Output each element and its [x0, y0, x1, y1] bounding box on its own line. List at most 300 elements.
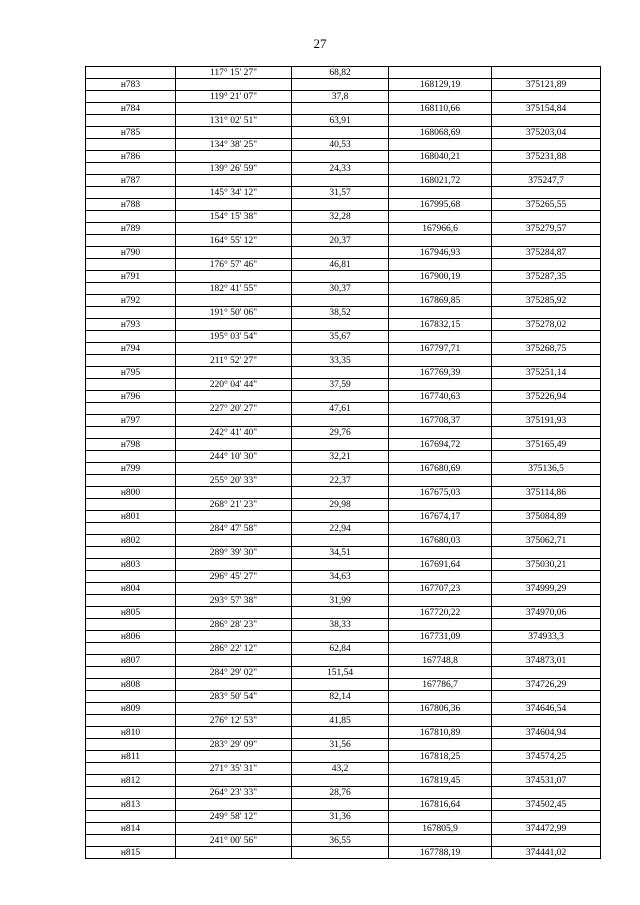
- angle-cell: [176, 319, 292, 331]
- y-cell: [492, 571, 601, 583]
- length-cell: [292, 655, 389, 667]
- x-cell: [389, 643, 492, 655]
- length-cell: 32,28: [292, 211, 389, 223]
- point-name-cell: н784: [86, 103, 176, 115]
- point-name-cell: [86, 739, 176, 751]
- angle-cell: [176, 583, 292, 595]
- y-cell: [492, 619, 601, 631]
- angle-cell: 241° 00' 56": [176, 835, 292, 847]
- x-cell: [389, 619, 492, 631]
- length-cell: [292, 679, 389, 691]
- point-name-cell: н791: [86, 271, 176, 283]
- y-cell: [492, 787, 601, 799]
- point-name-cell: [86, 259, 176, 271]
- x-cell: [389, 235, 492, 247]
- y-cell: [492, 715, 601, 727]
- point-name-cell: н814: [86, 823, 176, 835]
- y-cell: [492, 811, 601, 823]
- length-cell: 29,76: [292, 427, 389, 439]
- x-cell: 167797,71: [389, 343, 492, 355]
- segment-row: [86, 835, 601, 847]
- angle-cell: 268° 21' 23": [176, 499, 292, 511]
- length-cell: [292, 535, 389, 547]
- y-cell: [492, 403, 601, 415]
- angle-cell: [176, 607, 292, 619]
- y-cell: [492, 235, 601, 247]
- y-cell: 375284,87: [492, 247, 601, 259]
- length-cell: 82,14: [292, 691, 389, 703]
- angle-cell: 134° 38' 25": [176, 139, 292, 151]
- point-name-cell: н792: [86, 295, 176, 307]
- angle-cell: 220° 04' 44": [176, 379, 292, 391]
- length-cell: 43,2: [292, 763, 389, 775]
- segment-row: [86, 739, 601, 751]
- y-cell: 375154,84: [492, 103, 601, 115]
- point-row: [86, 199, 601, 211]
- point-name-cell: н790: [86, 247, 176, 259]
- length-cell: [292, 775, 389, 787]
- x-cell: 167720,22: [389, 607, 492, 619]
- segment-row: [86, 379, 601, 391]
- point-name-cell: н811: [86, 751, 176, 763]
- angle-cell: [176, 151, 292, 163]
- x-cell: [389, 355, 492, 367]
- x-cell: 167946,93: [389, 247, 492, 259]
- angle-cell: [176, 463, 292, 475]
- y-cell: [492, 283, 601, 295]
- angle-cell: [176, 295, 292, 307]
- x-cell: [389, 523, 492, 535]
- y-cell: [492, 355, 601, 367]
- length-cell: [292, 247, 389, 259]
- point-name-cell: н800: [86, 487, 176, 499]
- angle-cell: 242° 41' 40": [176, 427, 292, 439]
- x-cell: 167966,6: [389, 223, 492, 235]
- segment-row: [86, 547, 601, 559]
- point-name-cell: н799: [86, 463, 176, 475]
- x-cell: 168068,69: [389, 127, 492, 139]
- segment-row: [86, 595, 601, 607]
- point-row: [86, 727, 601, 739]
- x-cell: [389, 571, 492, 583]
- length-cell: 68,82: [292, 67, 389, 79]
- length-cell: [292, 727, 389, 739]
- point-row: [86, 607, 601, 619]
- angle-cell: [176, 343, 292, 355]
- point-name-cell: н805: [86, 607, 176, 619]
- y-cell: [492, 595, 601, 607]
- angle-cell: 271° 35' 31": [176, 763, 292, 775]
- x-cell: 167900,19: [389, 271, 492, 283]
- angle-cell: [176, 223, 292, 235]
- angle-cell: [176, 535, 292, 547]
- length-cell: [292, 511, 389, 523]
- angle-cell: [176, 79, 292, 91]
- angle-cell: [176, 703, 292, 715]
- angle-cell: [176, 271, 292, 283]
- segment-row: [86, 811, 601, 823]
- length-cell: [292, 127, 389, 139]
- angle-cell: 117° 15' 27": [176, 67, 292, 79]
- segment-row: [86, 619, 601, 631]
- x-cell: 168129,19: [389, 79, 492, 91]
- segment-row: [86, 187, 601, 199]
- point-name-cell: [86, 235, 176, 247]
- segment-row: [86, 115, 601, 127]
- y-cell: 375278,02: [492, 319, 601, 331]
- point-name-cell: н785: [86, 127, 176, 139]
- point-name-cell: н809: [86, 703, 176, 715]
- y-cell: 375279,57: [492, 223, 601, 235]
- point-row: [86, 415, 601, 427]
- point-name-cell: н796: [86, 391, 176, 403]
- angle-cell: [176, 799, 292, 811]
- x-cell: [389, 163, 492, 175]
- y-cell: 375287,35: [492, 271, 601, 283]
- y-cell: 375121,89: [492, 79, 601, 91]
- point-row: [86, 847, 601, 859]
- angle-cell: [176, 127, 292, 139]
- angle-cell: [176, 775, 292, 787]
- x-cell: 167806,36: [389, 703, 492, 715]
- point-name-cell: [86, 163, 176, 175]
- length-cell: 33,35: [292, 355, 389, 367]
- x-cell: [389, 67, 492, 79]
- point-name-cell: н801: [86, 511, 176, 523]
- point-name-cell: н788: [86, 199, 176, 211]
- segment-row: [86, 667, 601, 679]
- point-name-cell: н802: [86, 535, 176, 547]
- x-cell: [389, 451, 492, 463]
- y-cell: 374999,29: [492, 583, 601, 595]
- length-cell: [292, 79, 389, 91]
- point-name-cell: [86, 475, 176, 487]
- point-name-cell: [86, 355, 176, 367]
- x-cell: [389, 115, 492, 127]
- point-name-cell: н783: [86, 79, 176, 91]
- length-cell: [292, 295, 389, 307]
- x-cell: [389, 427, 492, 439]
- y-cell: 375265,55: [492, 199, 601, 211]
- point-name-cell: [86, 643, 176, 655]
- length-cell: 30,37: [292, 283, 389, 295]
- length-cell: 28,76: [292, 787, 389, 799]
- x-cell: 167707,23: [389, 583, 492, 595]
- x-cell: 167788,19: [389, 847, 492, 859]
- point-name-cell: н793: [86, 319, 176, 331]
- length-cell: 22,94: [292, 523, 389, 535]
- y-cell: 374646,54: [492, 703, 601, 715]
- point-row: [86, 487, 601, 499]
- y-cell: [492, 691, 601, 703]
- x-cell: [389, 307, 492, 319]
- angle-cell: [176, 367, 292, 379]
- length-cell: 151,54: [292, 667, 389, 679]
- y-cell: 375062,71: [492, 535, 601, 547]
- y-cell: [492, 91, 601, 103]
- y-cell: 374574,25: [492, 751, 601, 763]
- x-cell: [389, 139, 492, 151]
- angle-cell: 227° 20' 27": [176, 403, 292, 415]
- segment-row: [86, 787, 601, 799]
- x-cell: 167810,89: [389, 727, 492, 739]
- segment-row: [86, 571, 601, 583]
- angle-cell: [176, 415, 292, 427]
- y-cell: [492, 739, 601, 751]
- x-cell: [389, 403, 492, 415]
- length-cell: [292, 367, 389, 379]
- segment-row: [86, 475, 601, 487]
- point-name-cell: [86, 595, 176, 607]
- point-name-cell: н786: [86, 151, 176, 163]
- x-cell: [389, 811, 492, 823]
- length-cell: [292, 415, 389, 427]
- x-cell: [389, 211, 492, 223]
- x-cell: [389, 475, 492, 487]
- length-cell: 20,37: [292, 235, 389, 247]
- length-cell: [292, 151, 389, 163]
- point-name-cell: н787: [86, 175, 176, 187]
- y-cell: [492, 211, 601, 223]
- y-cell: 374531,07: [492, 775, 601, 787]
- point-name-cell: [86, 67, 176, 79]
- angle-cell: 283° 29' 09": [176, 739, 292, 751]
- point-row: [86, 775, 601, 787]
- segment-row: [86, 259, 601, 271]
- length-cell: 40,53: [292, 139, 389, 151]
- point-name-cell: [86, 571, 176, 583]
- length-cell: [292, 823, 389, 835]
- segment-row: [86, 523, 601, 535]
- point-name-cell: [86, 115, 176, 127]
- length-cell: [292, 631, 389, 643]
- length-cell: 32,21: [292, 451, 389, 463]
- segment-row: [86, 235, 601, 247]
- length-cell: [292, 391, 389, 403]
- point-row: [86, 559, 601, 571]
- point-name-cell: [86, 91, 176, 103]
- length-cell: [292, 703, 389, 715]
- segment-row: [86, 163, 601, 175]
- y-cell: 374726,29: [492, 679, 601, 691]
- segment-row: [86, 91, 601, 103]
- point-name-cell: н795: [86, 367, 176, 379]
- length-cell: [292, 607, 389, 619]
- y-cell: 375203,04: [492, 127, 601, 139]
- point-row: [86, 799, 601, 811]
- x-cell: [389, 787, 492, 799]
- segment-row: [86, 283, 601, 295]
- angle-cell: 176° 57' 46": [176, 259, 292, 271]
- angle-cell: [176, 823, 292, 835]
- angle-cell: [176, 847, 292, 859]
- point-row: [86, 319, 601, 331]
- angle-cell: [176, 679, 292, 691]
- x-cell: 167691,64: [389, 559, 492, 571]
- x-cell: 168021,72: [389, 175, 492, 187]
- angle-cell: [176, 559, 292, 571]
- x-cell: [389, 595, 492, 607]
- x-cell: [389, 547, 492, 559]
- point-name-cell: [86, 667, 176, 679]
- y-cell: 375268,75: [492, 343, 601, 355]
- y-cell: 375231,88: [492, 151, 601, 163]
- x-cell: 167869,85: [389, 295, 492, 307]
- y-cell: 375165,49: [492, 439, 601, 451]
- y-cell: [492, 115, 601, 127]
- angle-cell: 264° 23' 33": [176, 787, 292, 799]
- segment-row: [86, 403, 601, 415]
- point-name-cell: н804: [86, 583, 176, 595]
- length-cell: [292, 751, 389, 763]
- y-cell: 375084,89: [492, 511, 601, 523]
- length-cell: [292, 559, 389, 571]
- point-name-cell: [86, 547, 176, 559]
- segment-row: [86, 307, 601, 319]
- length-cell: 46,81: [292, 259, 389, 271]
- x-cell: 167748,8: [389, 655, 492, 667]
- x-cell: 168040,21: [389, 151, 492, 163]
- segment-row: [86, 451, 601, 463]
- length-cell: 37,8: [292, 91, 389, 103]
- y-cell: [492, 427, 601, 439]
- point-row: [86, 343, 601, 355]
- angle-cell: [176, 391, 292, 403]
- segment-row: [86, 355, 601, 367]
- x-cell: 167731,09: [389, 631, 492, 643]
- point-name-cell: н810: [86, 727, 176, 739]
- point-name-cell: н812: [86, 775, 176, 787]
- angle-cell: 131° 02' 51": [176, 115, 292, 127]
- length-cell: 31,99: [292, 595, 389, 607]
- y-cell: [492, 763, 601, 775]
- x-cell: [389, 187, 492, 199]
- segment-row: [86, 715, 601, 727]
- length-cell: 31,36: [292, 811, 389, 823]
- length-cell: 35,67: [292, 331, 389, 343]
- x-cell: [389, 739, 492, 751]
- length-cell: [292, 103, 389, 115]
- x-cell: [389, 499, 492, 511]
- point-name-cell: [86, 283, 176, 295]
- y-cell: [492, 139, 601, 151]
- point-name-cell: н815: [86, 847, 176, 859]
- point-name-cell: [86, 139, 176, 151]
- y-cell: [492, 643, 601, 655]
- y-cell: 375030,21: [492, 559, 601, 571]
- angle-cell: 119° 21' 07": [176, 91, 292, 103]
- x-cell: 167674,17: [389, 511, 492, 523]
- point-name-cell: [86, 451, 176, 463]
- y-cell: 374970,06: [492, 607, 601, 619]
- length-cell: [292, 487, 389, 499]
- point-row: [86, 175, 601, 187]
- point-row: [86, 535, 601, 547]
- point-row: [86, 583, 601, 595]
- point-row: [86, 655, 601, 667]
- length-cell: 37,59: [292, 379, 389, 391]
- length-cell: [292, 223, 389, 235]
- y-cell: 375247,7: [492, 175, 601, 187]
- angle-cell: 139° 26' 59": [176, 163, 292, 175]
- length-cell: [292, 847, 389, 859]
- x-cell: [389, 667, 492, 679]
- y-cell: [492, 259, 601, 271]
- point-name-cell: [86, 427, 176, 439]
- angle-cell: 154° 15' 38": [176, 211, 292, 223]
- length-cell: 41,85: [292, 715, 389, 727]
- point-name-cell: [86, 715, 176, 727]
- length-cell: 38,52: [292, 307, 389, 319]
- angle-cell: [176, 487, 292, 499]
- angle-cell: 195° 03' 54": [176, 331, 292, 343]
- length-cell: 47,61: [292, 403, 389, 415]
- x-cell: [389, 715, 492, 727]
- segment-row: [86, 643, 601, 655]
- length-cell: [292, 175, 389, 187]
- point-name-cell: [86, 811, 176, 823]
- angle-cell: [176, 511, 292, 523]
- point-row: [86, 463, 601, 475]
- point-row: [86, 511, 601, 523]
- point-row: [86, 247, 601, 259]
- x-cell: 167740,63: [389, 391, 492, 403]
- length-cell: 62,84: [292, 643, 389, 655]
- point-name-cell: н807: [86, 655, 176, 667]
- point-name-cell: н808: [86, 679, 176, 691]
- coordinates-table: [85, 66, 601, 859]
- point-row: [86, 751, 601, 763]
- point-name-cell: н806: [86, 631, 176, 643]
- point-name-cell: [86, 379, 176, 391]
- length-cell: 34,51: [292, 547, 389, 559]
- angle-cell: [176, 631, 292, 643]
- x-cell: [389, 379, 492, 391]
- y-cell: [492, 667, 601, 679]
- length-cell: 29,98: [292, 499, 389, 511]
- point-name-cell: [86, 331, 176, 343]
- x-cell: 167680,69: [389, 463, 492, 475]
- point-name-cell: [86, 187, 176, 199]
- angle-cell: 276° 12' 53": [176, 715, 292, 727]
- length-cell: 22,37: [292, 475, 389, 487]
- length-cell: 38,33: [292, 619, 389, 631]
- length-cell: [292, 343, 389, 355]
- point-name-cell: [86, 499, 176, 511]
- y-cell: [492, 163, 601, 175]
- length-cell: 34,63: [292, 571, 389, 583]
- y-cell: 375285,92: [492, 295, 601, 307]
- segment-row: [86, 67, 601, 79]
- y-cell: [492, 475, 601, 487]
- angle-cell: 182° 41' 55": [176, 283, 292, 295]
- y-cell: 374873,01: [492, 655, 601, 667]
- y-cell: 375226,94: [492, 391, 601, 403]
- angle-cell: [176, 727, 292, 739]
- angle-cell: 286° 22' 12": [176, 643, 292, 655]
- segment-row: [86, 427, 601, 439]
- length-cell: [292, 799, 389, 811]
- length-cell: [292, 583, 389, 595]
- angle-cell: 286° 28' 23": [176, 619, 292, 631]
- point-row: [86, 103, 601, 115]
- length-cell: 36,55: [292, 835, 389, 847]
- y-cell: [492, 523, 601, 535]
- x-cell: 167694,72: [389, 439, 492, 451]
- point-name-cell: н789: [86, 223, 176, 235]
- segment-row: [86, 211, 601, 223]
- x-cell: 167769,39: [389, 367, 492, 379]
